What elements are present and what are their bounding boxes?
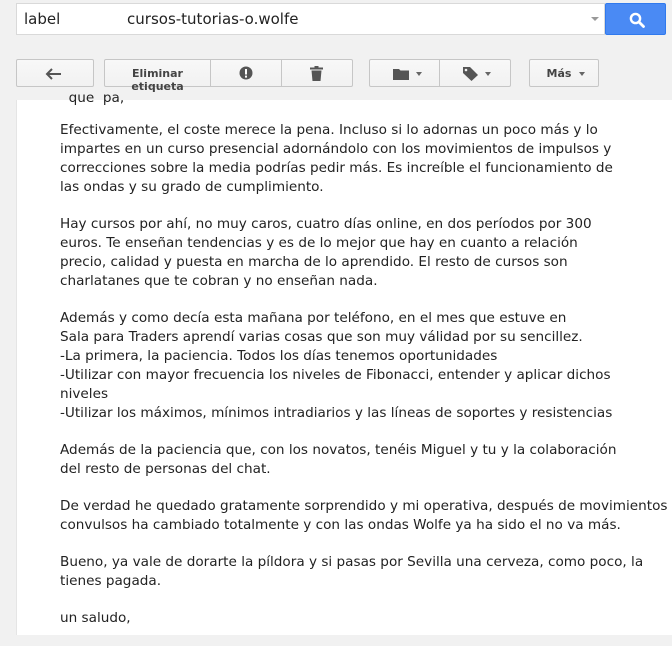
message-paragraph: Hay cursos por ahí, no muy caros, cuatro días online, en dos períodos por 300 euros. Te enseñan tendencias y es de lo mejor que hay en cuanto a relación precio, calidad y puesta en marcha de lo aprendido. El resto de cursos son charlatanes que te cobran y no enseñan nada. xyxy=(60,216,592,289)
message-paragraph: Además de la paciencia que, con los novatos, tenéis Miguel y tu y la colaboración del resto de personas del chat. xyxy=(60,442,617,477)
search-icon xyxy=(629,12,645,28)
folder-icon xyxy=(393,68,409,80)
chevron-down-icon xyxy=(416,72,422,76)
more-button[interactable] xyxy=(529,59,599,87)
back-button[interactable] xyxy=(16,59,94,87)
message-paragraph: Efectivamente, el coste merece la pena. Incluso si lo adornas un poco más y lo impartes en un curso presencial adornándolo con los movimientos de impulsos y correcciones sobre la media podrías pedir más. Es increíble el funcionamiento de las ondas y su grado de cumplimiento. xyxy=(60,122,613,195)
back-arrow-icon xyxy=(46,68,62,80)
message-paragraph: Además y como decía esta mañana por teléfono, en el mes que estuve en Sala para Traders aprendí varias cosas que son muy válidad por su sencillez. -La primera, la paciencia. Todos los días tenemos oportunidades -Utilizar con mayor frecuencia los niveles de Fibonacci, entender y aplicar dichos niveles -Utilizar los máximos, mínimos intradiarios y las líneas de soportes y resistencias xyxy=(60,310,613,421)
search-options-dropdown-icon[interactable] xyxy=(591,17,599,21)
cut-off-line: que pa, xyxy=(60,90,125,106)
remove-label-text: Eliminar etiqueta xyxy=(131,67,184,93)
message-body xyxy=(16,90,672,635)
message-paragraph: De verdad he quedado gratamente sorprendido y mi operativa, después de movimientos convulsos ha cambiado totalmente y con las ondas Wolfe ya ha sido el no va más. xyxy=(60,498,668,533)
trash-icon xyxy=(310,66,323,81)
chevron-down-icon xyxy=(579,72,585,76)
report-spam-button[interactable] xyxy=(211,59,282,87)
labels-button[interactable] xyxy=(440,59,511,87)
search-query-text: label cursos-tutorias-o.wolfe xyxy=(24,10,299,28)
label-tag-icon xyxy=(463,67,478,81)
message-paragraph: Bueno, ya vale de dorarte la píldora y si pasas por Sevilla una cerveza, como poco, la tienes pagada. xyxy=(60,554,644,589)
search-button[interactable] xyxy=(605,3,666,35)
remove-label-button[interactable] xyxy=(104,59,211,93)
more-label: Más xyxy=(546,67,572,80)
move-to-button[interactable] xyxy=(369,59,440,87)
report-spam-icon xyxy=(239,66,253,80)
chevron-down-icon xyxy=(485,72,491,76)
search-input[interactable] xyxy=(16,3,605,35)
message-signoff: un saludo, xyxy=(60,610,131,626)
delete-button[interactable] xyxy=(282,59,353,87)
